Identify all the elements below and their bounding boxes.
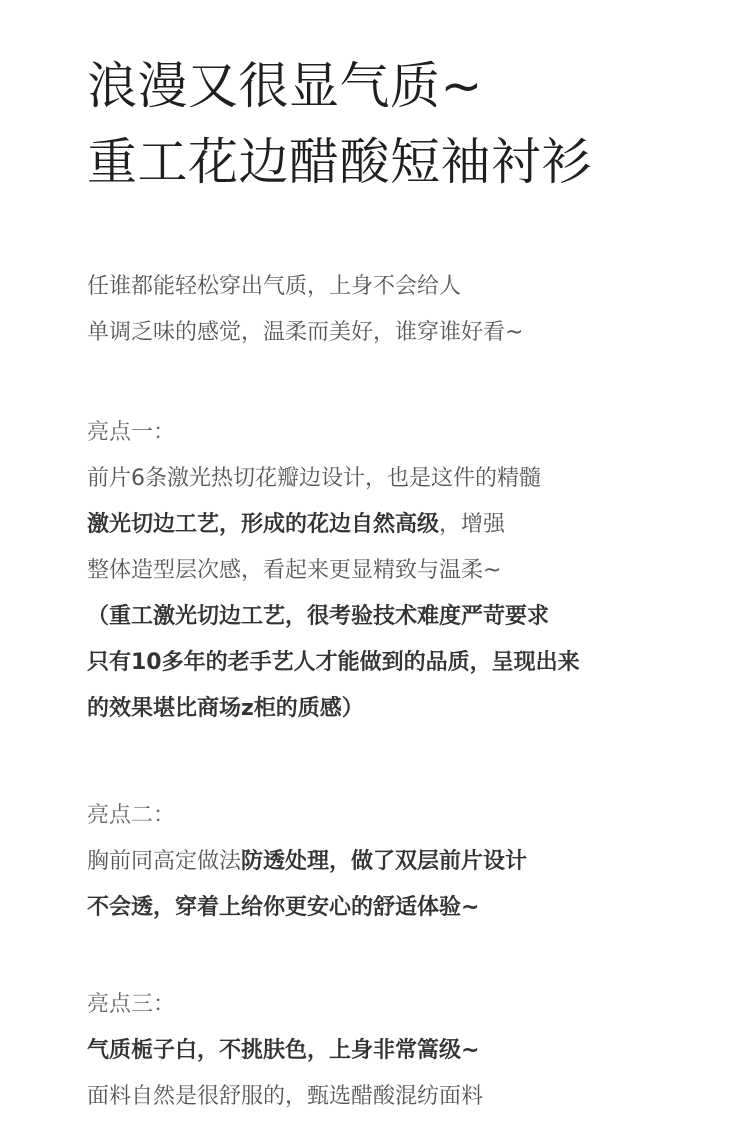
highlight-two-line-1-normal: 胸前同高定做法	[87, 849, 242, 874]
highlight-one-line-6: 的效果堪比商场z柜的质感）	[87, 696, 364, 721]
highlight-three-section	[87, 982, 483, 1120]
highlight-two-heading: 亮点二：	[87, 803, 176, 828]
highlight-one-heading: 亮点一：	[87, 420, 176, 445]
highlight-one-line-2	[87, 502, 580, 548]
highlight-three-line-2: 面料自然是很舒服的，甄选醋酸混纺面料	[87, 1084, 484, 1109]
highlight-one-section	[87, 410, 580, 732]
highlight-one-line-4: （重工激光切边工艺，很考验技术难度严苛要求	[87, 604, 550, 629]
highlight-two-line-1	[87, 839, 527, 885]
highlight-two-section	[87, 793, 527, 931]
intro-line-1: 任谁都能轻松穿出气质，上身不会给人	[87, 274, 462, 299]
title-line-1: 浪漫又很显气质~	[87, 57, 483, 115]
highlight-two-line-2: 不会透，穿着上给你更安心的舒适体验~	[87, 895, 480, 920]
highlight-one-line-2-rest: ，增强	[439, 512, 506, 537]
highlight-two-line-1-bold: 防透处理，做了双层前片设计	[241, 849, 528, 874]
highlight-one-line-3: 整体造型层次感，看起来更显精致与温柔~	[87, 558, 502, 583]
title-line-2: 重工花边醋酸短袖衬衫	[87, 133, 592, 191]
highlight-three-line-1: 气质栀子白，不挑肤色，上身非常篙级~	[87, 1038, 480, 1063]
highlight-three-heading: 亮点三：	[87, 992, 176, 1017]
product-title	[87, 48, 592, 200]
highlight-one-line-1: 前片6条激光热切花瓣边设计，也是这件的精髓	[87, 466, 541, 491]
highlight-one-line-5: 只有10多年的老手艺人才能做到的品质，呈现出来	[87, 650, 580, 675]
highlight-one-line-2-bold: 激光切边工艺，形成的花边自然高级	[87, 512, 440, 537]
intro-paragraph	[87, 264, 523, 356]
intro-line-2: 单调乏味的感觉，温柔而美好，谁穿谁好看~	[87, 320, 524, 345]
